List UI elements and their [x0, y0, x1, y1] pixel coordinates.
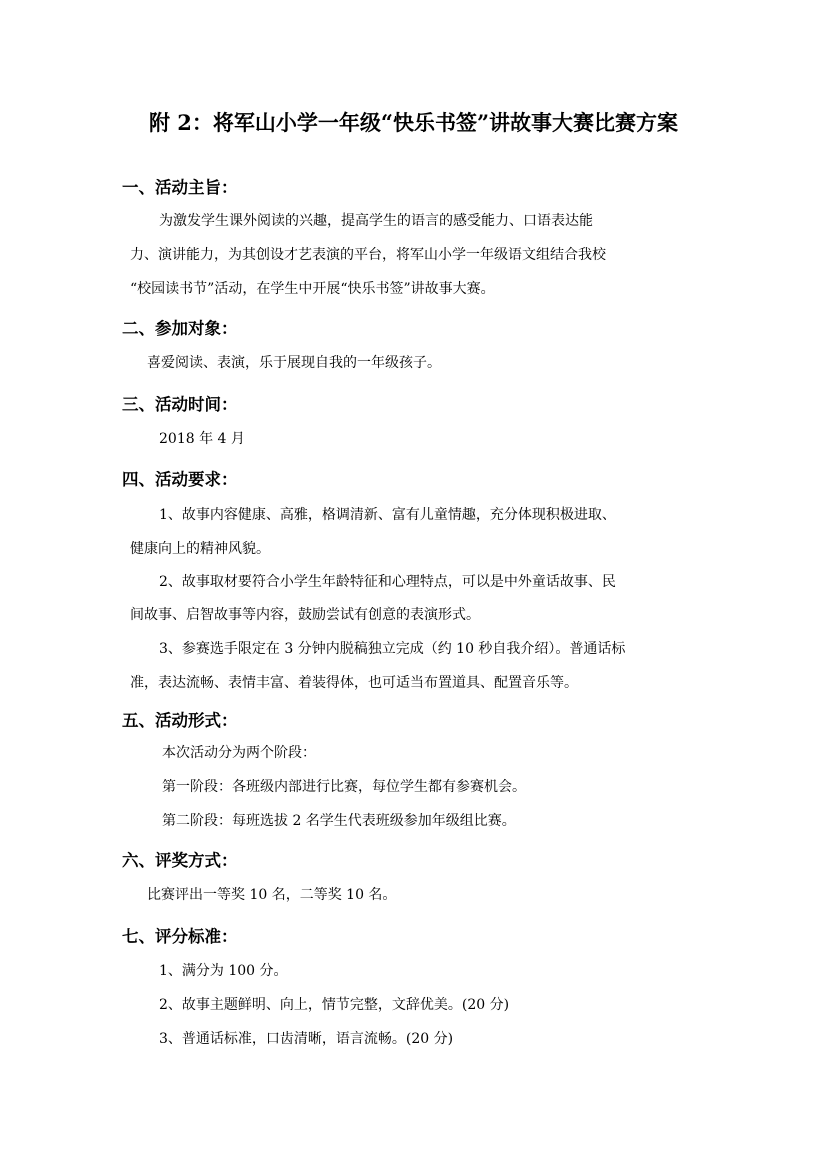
paragraph-line: 准，表达流畅、表情丰富、着装得体，也可适当布置道具、配置音乐等。	[130, 675, 578, 691]
section-heading-format: 五、活动形式：	[122, 711, 238, 730]
paragraph-line: 2、故事取材要符合小学生年龄特征和心理特点，可以是中外童话故事、民	[159, 574, 616, 590]
paragraph-line: 本次活动分为两个阶段：	[162, 745, 316, 761]
document-title: 附 2：将军山小学一年级“快乐书签”讲故事大赛比赛方案	[148, 110, 679, 135]
paragraph-line: 1、故事内容健康、高雅，格调清新、富有儿童情趣，充分体现积极进取、	[159, 507, 616, 523]
paragraph-line: 为激发学生课外阅读的兴趣，提高学生的语言的感受能力、口语表达能	[159, 213, 593, 229]
paragraph-line: 比赛评出一等奖 10 名，二等奖 10 名。	[147, 887, 397, 903]
paragraph-line: 3、参赛选手限定在 3 分钟内脱稿独立完成（约 10 秒自我介绍）。普通话标	[159, 641, 626, 657]
section-heading-awards: 六、评奖方式：	[122, 851, 238, 870]
section-heading-purpose: 一、活动主旨：	[122, 178, 238, 197]
section-heading-scoring: 七、评分标准：	[122, 927, 238, 946]
paragraph-line: 喜爱阅读、表演，乐于展现自我的一年级孩子。	[147, 355, 441, 371]
section-heading-requirements: 四、活动要求：	[122, 470, 238, 489]
section-heading-participants: 二、参加对象：	[122, 319, 238, 338]
paragraph-line: 2、故事主题鲜明、向上，情节完整，文辞优美。(20 分)	[159, 997, 510, 1013]
paragraph-line: 第一阶段：各班级内部进行比赛，每位学生都有参赛机会。	[162, 779, 526, 795]
paragraph-line: 2018 年 4 月	[159, 431, 245, 447]
paragraph-line: 间故事、启智故事等内容，鼓励尝试有创意的表演形式。	[130, 607, 480, 623]
paragraph-line: 1、满分为 100 分。	[159, 963, 288, 979]
paragraph-line: 第二阶段：每班选拔 2 名学生代表班级参加年级组比赛。	[162, 813, 516, 829]
paragraph-line: 3、普通话标准，口齿清晰，语言流畅。(20 分)	[159, 1031, 454, 1047]
paragraph-line: “校园读书节”活动，在学生中开展“快乐书签”讲故事大赛。	[130, 281, 495, 297]
section-heading-time: 三、活动时间：	[122, 395, 238, 414]
paragraph-line: 力、演讲能力，为其创设才艺表演的平台，将军山小学一年级语文组结合我校	[130, 247, 606, 263]
paragraph-line: 健康向上的精神风貌。	[130, 541, 270, 557]
